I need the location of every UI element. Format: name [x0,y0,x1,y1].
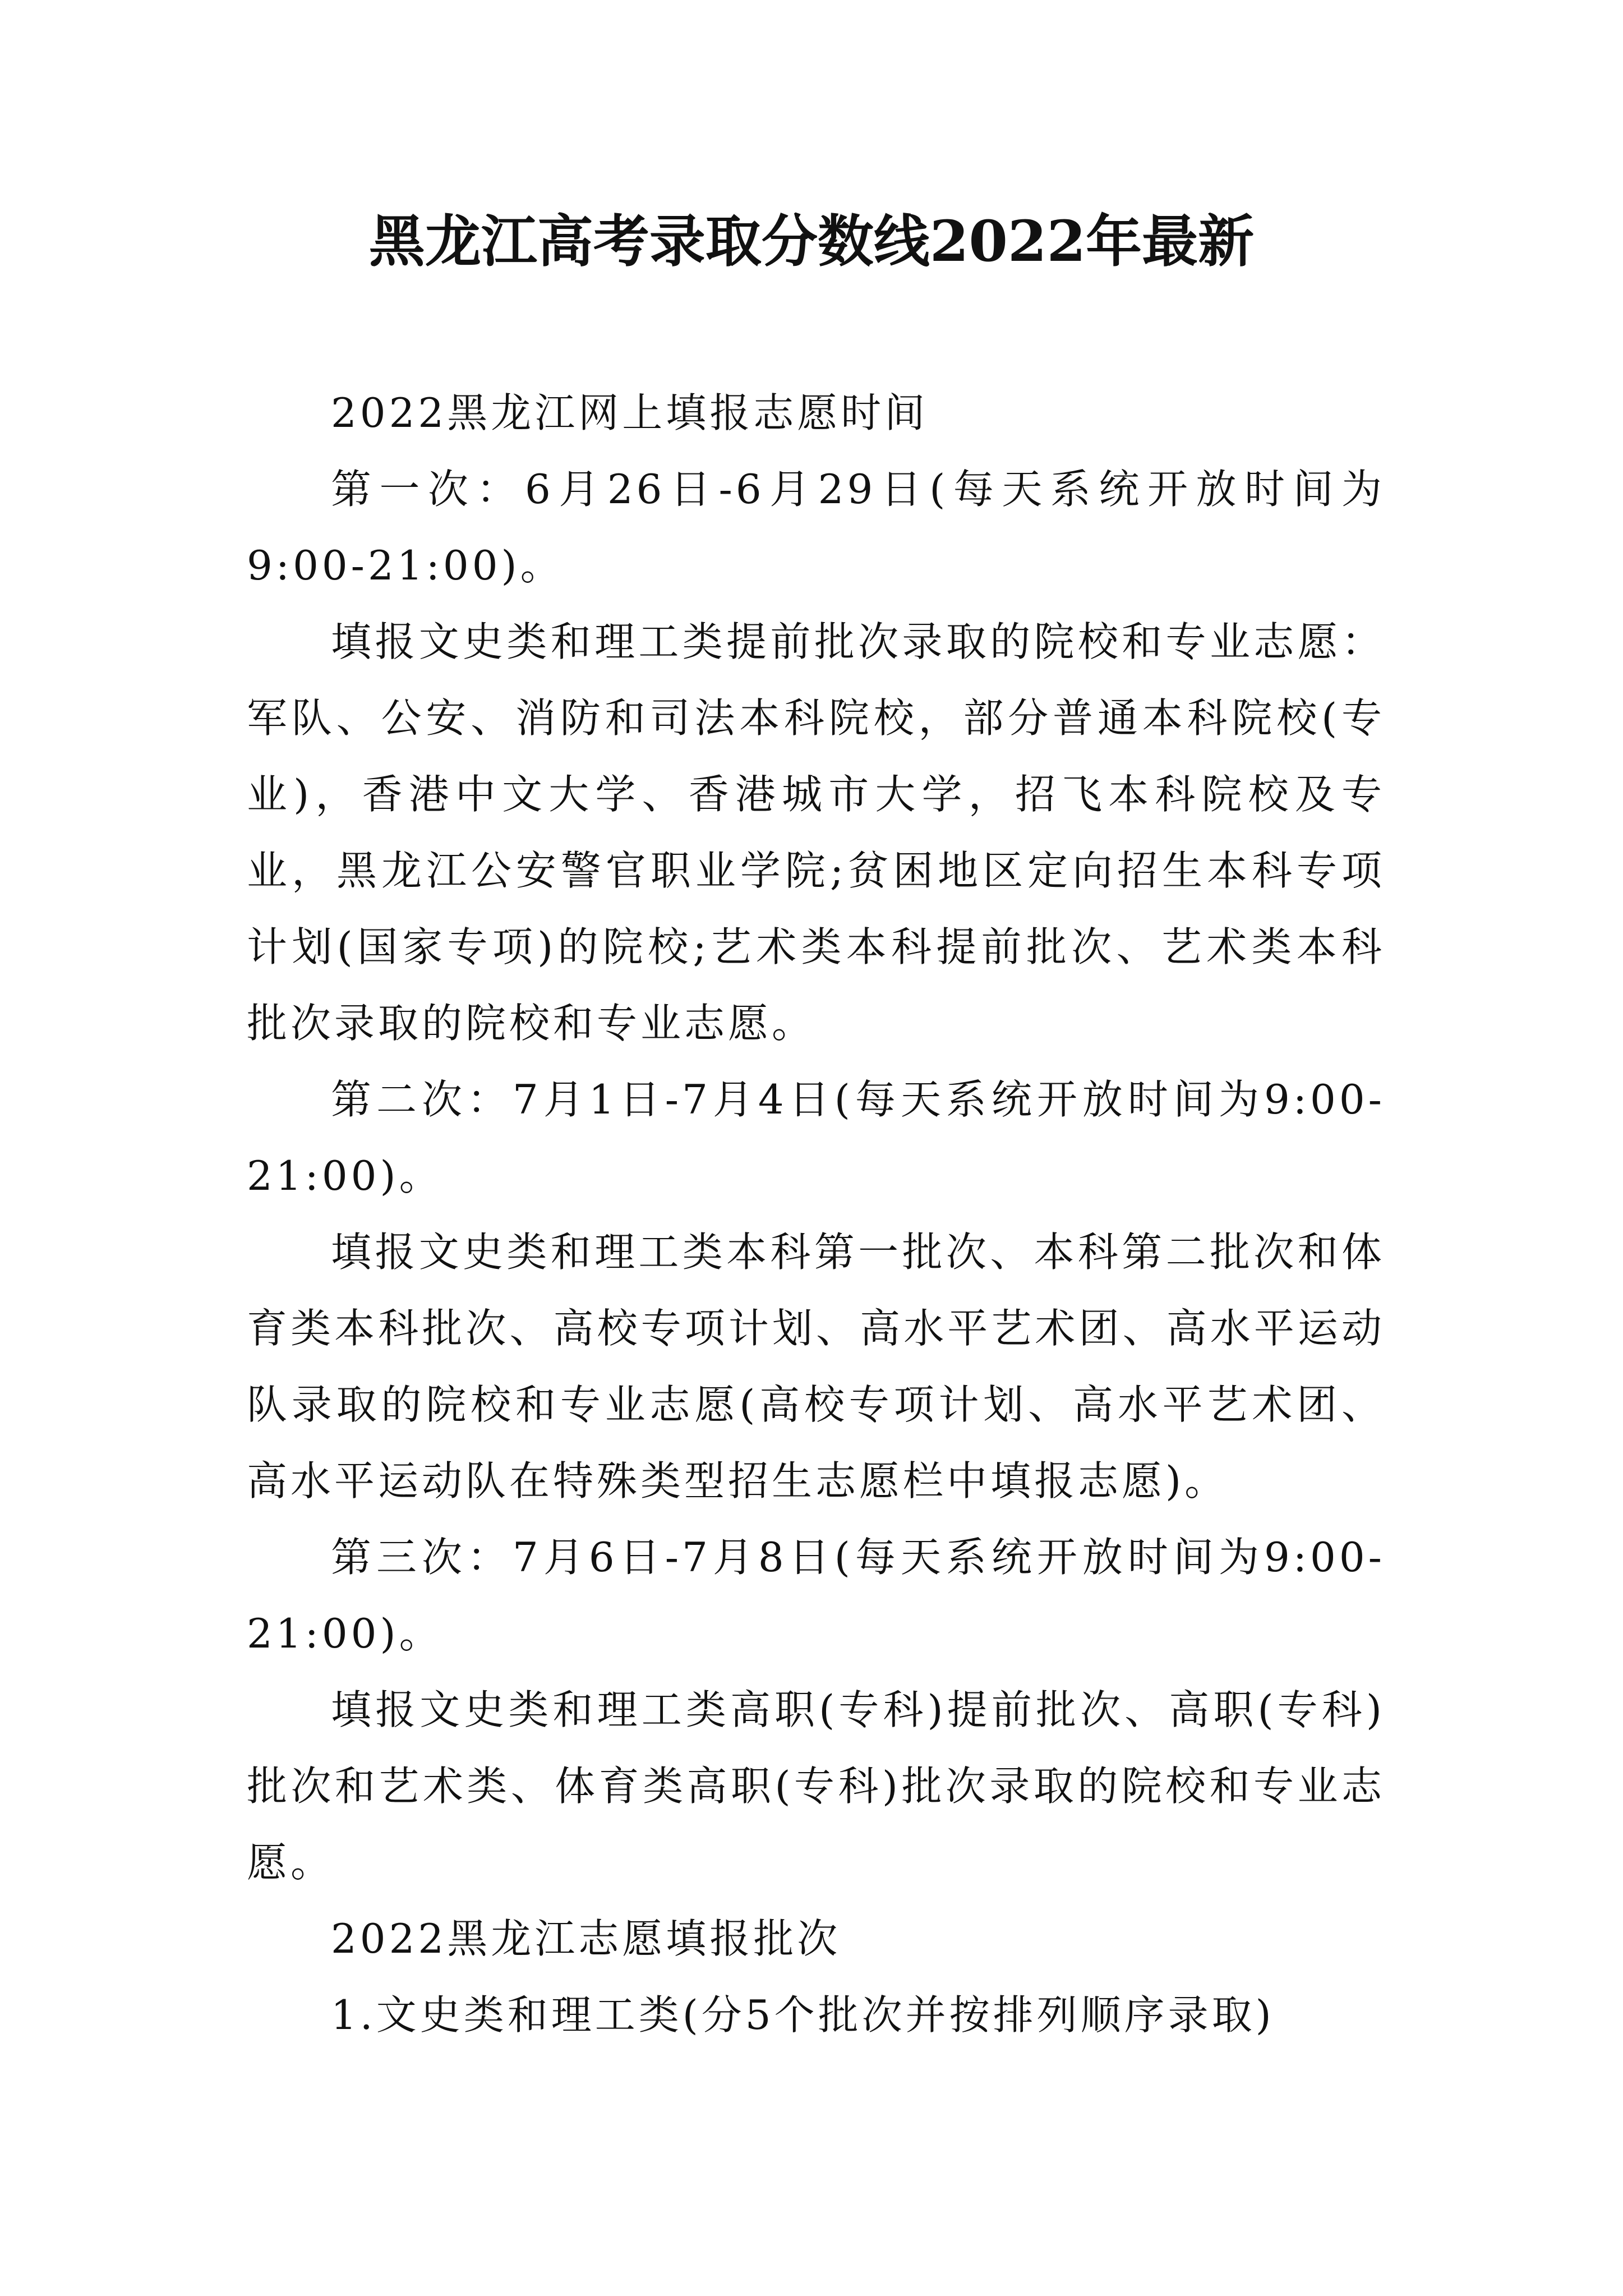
document-title: 黑龙江高考录取分数线2022年最新 [368,208,1255,274]
second-session-description: 填报文史类和理工类本科第一批次、本科第二批次和体育类本科批次、高校专项计划、高水平艺术团、高水平运动队录取的院校和专业志愿(高校专项计划、高水平艺术团、高水平运动队在特殊类型招生志愿栏中填报志愿)。 [247,1228,1385,1504]
first-session-dates: 第一次：6月26日-6月29日(每天系统开放时间为9:00-21:00)。 [247,466,1385,589]
third-session-dates: 第三次：7月6日-7月8日(每天系统开放时间为9:00-21:00)。 [247,1534,1385,1657]
document-body [247,375,1385,2053]
batch-item-1: 1.文史类和理工类(分5个批次并按排列顺序录取) [331,1991,1275,2039]
second-session-dates: 第二次：7月1日-7月4日(每天系统开放时间为9:00-21:00)。 [247,1076,1385,1199]
heading-admission-batches: 2022黑龙江志愿填报批次 [331,1915,841,1962]
heading-registration-time: 2022黑龙江网上填报志愿时间 [331,389,929,436]
third-session-description: 填报文史类和理工类高职(专科)提前批次、高职(专科)批次和艺术类、体育类高职(专科)批次录取的院校和专业志愿。 [247,1686,1385,1886]
first-session-description: 填报文史类和理工类提前批次录取的院校和专业志愿：军队、公安、消防和司法本科院校，部分普通本科院校(专业)，香港中文大学、香港城市大学，招飞本科院校及专业，黑龙江公安警官职业学院;贫困地区定向招生本科专项计划(国家专项)的院校;艺术类本科提前批次、艺术类本科批次录取的院校和专业志愿。 [247,618,1385,1047]
